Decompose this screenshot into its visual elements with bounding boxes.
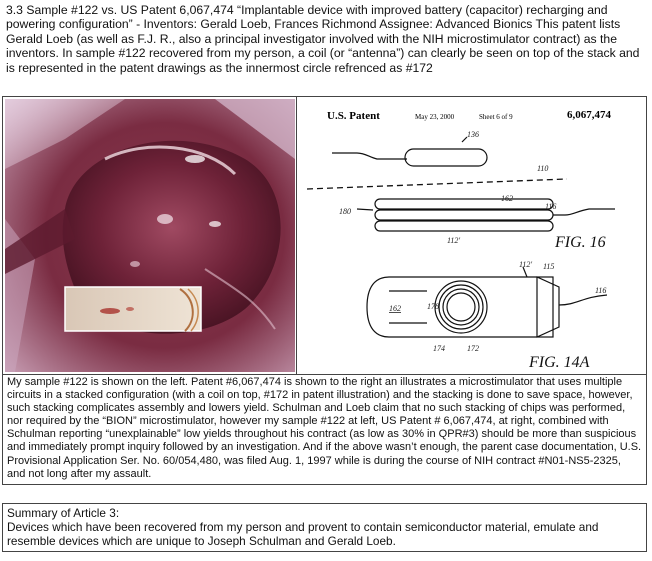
label-172: 172: [467, 344, 479, 353]
summary-box: [2, 503, 647, 552]
patent-office-label: U.S. Patent: [327, 110, 380, 122]
label-110: 110: [537, 164, 549, 173]
summary-text: Devices which have been recovered from my person and provent to contain semiconductor material, emulate and resemble devices which are unique to Joseph Schulman and Gerald Loeb.: [7, 520, 599, 548]
label-112b: 112': [519, 260, 533, 269]
fig16-dashed-line: [307, 179, 567, 189]
patent-drawing-svg: [297, 97, 645, 374]
label-136: 136: [467, 130, 479, 139]
label-174: 174: [433, 344, 445, 353]
fig14a-label: FIG. 14A: [529, 354, 590, 371]
patent-drawing: [296, 97, 646, 374]
label-115: 115: [543, 262, 555, 271]
label-180: 180: [339, 207, 351, 216]
label-162b: 162: [389, 304, 401, 313]
fig16-label: FIG. 16: [555, 234, 606, 251]
label-116b: 116: [595, 286, 607, 295]
fig16-upper-device: [332, 137, 487, 166]
patent-sheet: Sheet 6 of 9: [479, 113, 513, 121]
caption-paragraph: My sample #122 is shown on the left. Patent #6,067,474 is shown to the right an illustrates a microstimulator that uses multiple circuits in a stacked configuration (with a coil on top, #172 in patent illustration) and the stacking is done to save space, however, such stacking complicates assembly and lowers yield. Schulman and Loeb claim that no such stacking of chips was performed, nor required by the “BION” microstimulator, however my sample #122 at left, US Patent # 6,067,474, at right, combined with Schulman reporting “unexplainable” low yields throughout his contract (as low as 30% in QPR#3) should be more than suspicious and immediately prompt inquiry followed by an investigation. And if the above wasn’t enough, the parent case documentation, U.S. Provisional Application Ser. No. 60/054,480, was filed Aug. 1, 1997 while is during the course of NIH contract #N01-NS5-2325, and not long after my assault.: [2, 375, 647, 485]
label-112a: 112': [447, 236, 461, 245]
intro-paragraph: 3.3 Sample #122 vs. US Patent 6,067,474 “Implantable device with improved battery (capacitor) recharging and powering configuration” - Inventors: Gerald Loeb, Frances Richmond Assignee: Advanced Bionics This patent lists Gerald Loeb (as well as F.J. R., also a principal investigator involved with the NIH microstimulator contract) as the inventors. In sample #122 recovered from my person, a coil (or “antenna”) can clearly be seen on top of the stack and is represented in the patent drawings as the innermost circle refrenced as #172: [6, 3, 640, 75]
fig14a-device: [367, 267, 607, 337]
fig16-stacked-device: [357, 199, 615, 231]
label-162: 162: [501, 194, 513, 203]
sample-photo-image: [5, 99, 295, 372]
patent-number: 6,067,474: [567, 109, 611, 121]
summary-title: Summary of Article 3:: [7, 506, 120, 520]
figure-panel: [2, 96, 647, 375]
label-116a: 116: [545, 202, 557, 211]
patent-date: May 23, 2000: [415, 113, 455, 121]
label-178: 178: [427, 302, 439, 311]
sample-122-photo: [5, 99, 295, 372]
